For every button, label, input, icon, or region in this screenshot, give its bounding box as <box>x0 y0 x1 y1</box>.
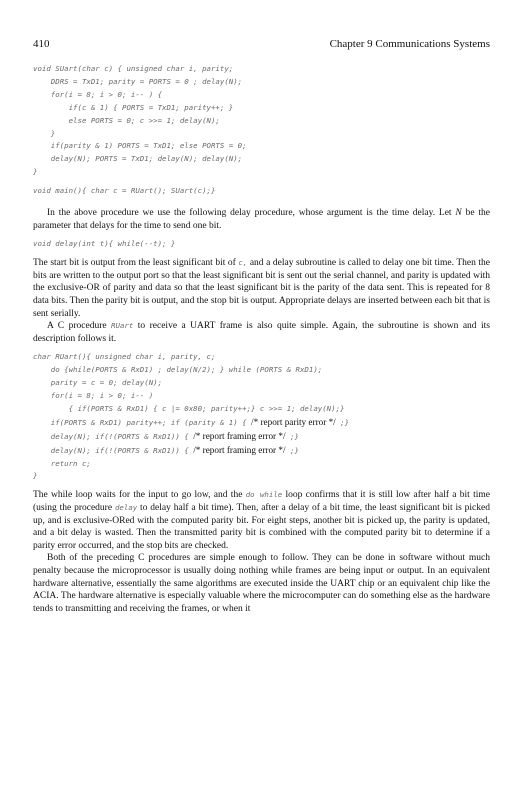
inline-code: RUart <box>111 321 134 331</box>
code-line: for(i = 8; i > 0; i-- ) { <box>33 89 163 99</box>
inline-code: c, <box>238 258 248 268</box>
code-line: if(parity & 1) PORTS = TxD1; else PORTS = 0; <box>33 141 247 151</box>
code-comment: /* report framing error */ <box>193 444 286 455</box>
code-line: return c; <box>33 458 91 468</box>
code-line: if(PORTS & RxD1) parity++; if (parity & 1) { /* report parity error */ ;} <box>33 416 350 427</box>
code-line: void delay(int t){ while(--t); } <box>33 239 176 249</box>
code-line: if(c & 1) { PORTS = TxD1; parity++; } <box>33 102 234 112</box>
paragraph-hardware-alternative: Both of the preceding C procedures are simple enough to follow. They can be done in software without much penalty because the microprocessor is usually doing nothing while frames are being input or output. In an equivalent hardware alternative, essentially the same algorithms are executed inside the UART chip or an equivalent chip like the ACIA. The hardware alternative is especially valuable where the microcomputer can do something else as the hardware tends to transmitting and receiving the frames, or when it <box>33 553 490 614</box>
inline-code: delay <box>114 502 138 512</box>
page-header <box>33 38 490 54</box>
code-line: else PORTS = 0; c >>= 1; delay(N); <box>33 115 220 125</box>
code-comment: /* report framing error */ <box>193 430 286 441</box>
code-line: DDRS = TxD1; parity = PORTS = 0 ; delay(N); <box>33 76 243 86</box>
code-line: char RUart(){ unsigned char i, parity, c; <box>33 352 216 362</box>
code-line: } <box>33 167 38 177</box>
code-block-main <box>33 185 490 198</box>
code-line: void SUart(char c) { unsigned char i, parity; <box>33 64 234 73</box>
chapter-title: Chapter 9 Communications Systems <box>329 38 490 50</box>
inline-code: do while <box>245 490 283 500</box>
code-block-ruart <box>33 351 490 483</box>
code-comment: /* report parity error */ <box>251 416 336 427</box>
code-line: delay(N); if(!(PORTS & RxD1)) { /* report framing error */ ;} <box>33 444 299 455</box>
paragraph-delay-intro: In the above procedure we use the following delay procedure, whose argument is the time delay. Let N be the parameter that delays for the time to send one bit. <box>33 208 490 231</box>
code-block-suart <box>33 63 490 179</box>
paragraph-suart-description: The start bit is output from the least significant bit of c, and a delay subroutine is called to delay one bit time. Then the bits are written to the output port so that the least significant bit is sent out the serial channel, and parity is updated with the exclusive-OR of parity and data so that the least significant bit is the parity of the data sent. This is repeated for 8 data bits. Then the parity bit is output, and the stop bit is output. Appropriate delays are inserted between each bit that is sent serially. <box>33 258 490 319</box>
page-number: 410 <box>33 38 50 50</box>
book-page <box>33 38 490 615</box>
code-line: { if(PORTS & RxD1) { c |= 0x80; parity++;} c >>= 1; delay(N);} <box>33 403 345 413</box>
code-line: do {while(PORTS & RxD1) ; delay(N/2); } while (PORTS & RxD1); <box>33 365 323 375</box>
code-line: delay(N); if(!(PORTS & RxD1)) { /* report framing error */ ;} <box>33 430 299 441</box>
code-line: } <box>33 128 56 138</box>
variable-n: N <box>455 208 462 219</box>
code-line: parity = c = 0; delay(N); <box>33 378 163 388</box>
code-line: void main(){ char c = RUart(); SUart(c);} <box>33 186 216 196</box>
code-block-delay <box>33 238 490 251</box>
code-line: delay(N); PORTS = TxD1; delay(N); delay(N); <box>33 154 243 164</box>
code-line: } <box>33 471 38 481</box>
paragraph-ruart-intro: A C procedure RUart to receive a UART frame is also quite simple. Again, the subroutine is shown and its description follows it. <box>33 321 490 344</box>
code-line: for(i = 8; i > 0; i-- ) <box>33 391 154 401</box>
paragraph-ruart-description: The while loop waits for the input to go low, and the do while loop confirms that it is still low after half a bit time (using the procedure delay to delay half a bit time). Then, after a delay of a bit time, the least significant bit is picked up, and is exclusive-ORed with the computed parity bit. For eight steps, another bit is picked up, the parity is updated, and a bit delay is wasted. Then the transmitted parity bit is combined with the computed parity bit to determine if a parity error occurred, and the stop bits are checked. <box>33 490 490 551</box>
